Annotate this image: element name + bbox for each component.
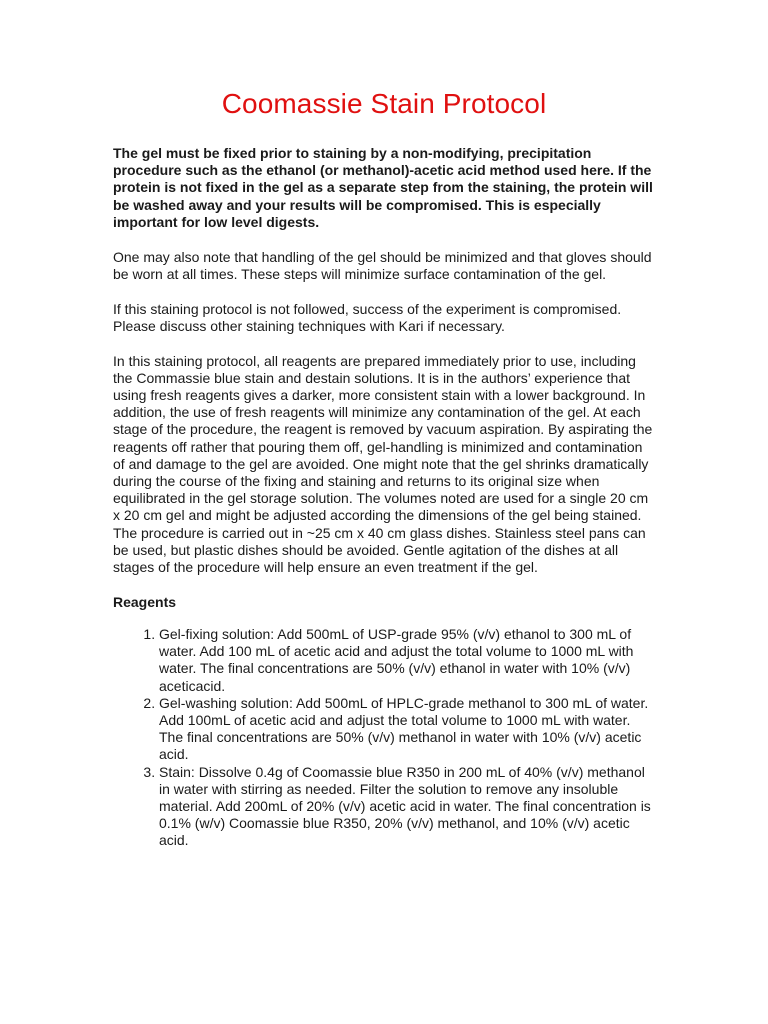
reagent-item-stain: 3. Stain: Dissolve 0.4g of Coomassie blue R350 in 200 mL of 40% (v/v) methanol in water with stirring as needed. Filter the solution to remove any insoluble material. Add 200mL of 20% (v/v) acetic acid in water. The final concentration is 0.1% (w/v) Coomassie blue R350, 20% (v/v) methanol, and 10% (v/v) acetic acid.: [159, 764, 658, 850]
document-body: [113, 145, 658, 850]
intro-paragraph: The gel must be fixed prior to staining by a non-modifying, precipitation procedure such as the ethanol (or methanol)-acetic acid method used here. If the protein is not fixed in the gel as a separate step from the staining, the protein will be washed away and your results will be compromised. This is especially important for low level digests.: [113, 145, 653, 230]
handling-paragraph: One may also note that handling of the gel should be minimized and that gloves should be worn at all times. These steps will minimize surface contamination of the gel.: [113, 248, 652, 282]
compromise-paragraph: If this staining protocol is not followed, success of the experiment is compromised. Please discuss other staining techniques with Kari if necessary.: [113, 300, 622, 334]
page-title: Coomassie Stain Protocol: [221, 88, 547, 119]
reagent-item-gel-washing: 2. Gel-washing solution: Add 500mL of HPLC-grade methanol to 300 mL of water. Add 100mL of acetic acid and adjust the total volume to 1000 mL with water. The final concentrations are 50% (v/v) methanol in water with 10% (v/v) acetic acid.: [159, 695, 658, 764]
reagent-item-gel-fixing: 1. Gel-fixing solution: Add 500mL of USP-grade 95% (v/v) ethanol to 300 mL of water. Add 100 mL of acetic acid and adjust the total volume to 1000 mL with water. The final concentrations are 50% (v/v) ethanol in water with 10% (v/v) aceticacid.: [159, 626, 658, 695]
reagents-heading: Reagents: [113, 593, 177, 610]
reagent-list: [113, 626, 658, 850]
protocol-paragraph: In this staining protocol, all reagents are prepared immediately prior to use, including the Commassie blue stain and destain solutions. It is in the authors’ experience that using fresh reagents gives a darker, more consistent stain with a lower background. In addition, the use of fresh reagents will minimize any contamination of the gel. At each stage of the procedure, the reagent is removed by vacuum aspiration. By aspirating the reagents off rather that pouring them off, gel-handling is minimized and contamination of and damage to the gel are avoided. One might note that the gel shrinks dramatically during the course of the fixing and staining and returns to its original size when equilibrated in the gel storage solution. The volumes noted are used for a single 20 cm x 20 cm gel and might be adjusted according the dimensions of the gel being stained. The procedure is carried out in ~25 cm x 40 cm glass dishes. Stainless steel pans can be used, but plastic dishes should be avoided. Gentle agitation of the dishes at all stages of the procedure will help ensure an even treatment if the gel.: [113, 352, 653, 576]
